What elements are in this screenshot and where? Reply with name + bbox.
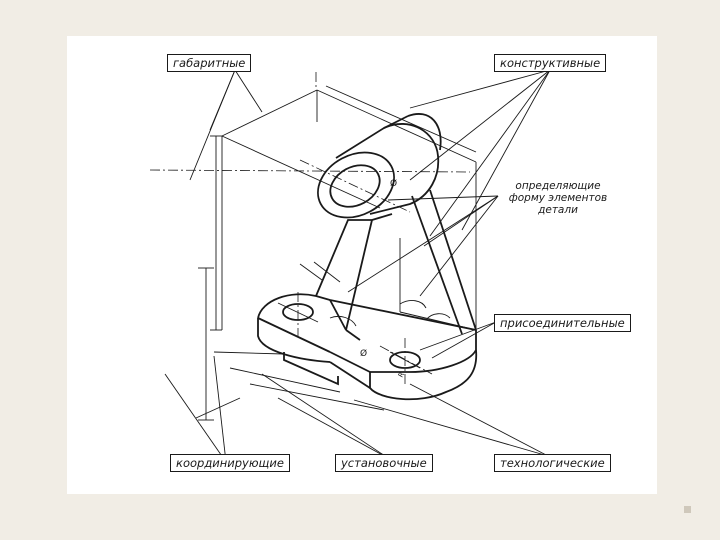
drawing-panel: [67, 36, 657, 494]
label-opredelyayushchie-line-2: форму элементов: [508, 192, 608, 204]
label-tekhnologicheskie: технологические: [494, 454, 611, 472]
diameter-symbol-boss: Ø: [390, 179, 398, 189]
slide-corner-bullet: [684, 506, 691, 513]
base-plate: [258, 238, 476, 399]
label-prisoedinitelnye: присоединительные: [494, 314, 631, 332]
label-opredelyayushchie-line-3: детали: [538, 204, 578, 216]
label-ustanovochnye: установочные: [335, 454, 433, 472]
label-gabaritnye: габаритные: [167, 54, 251, 72]
label-koordiniruyushchie: координирующие: [170, 454, 290, 472]
support-ribs: [316, 190, 476, 340]
label-konstruktivnye: конструктивные: [494, 54, 606, 72]
label-opredelyayushchie-line-1: определяющие: [515, 180, 601, 192]
isometric-part-drawing: [67, 36, 657, 494]
leader-lines: [165, 70, 550, 462]
axis-lines: [150, 72, 470, 384]
label-opredelyayushchie: [500, 180, 616, 216]
diameter-symbol-hole: Ø: [360, 349, 368, 359]
radius-symbol: R: [396, 370, 407, 379]
